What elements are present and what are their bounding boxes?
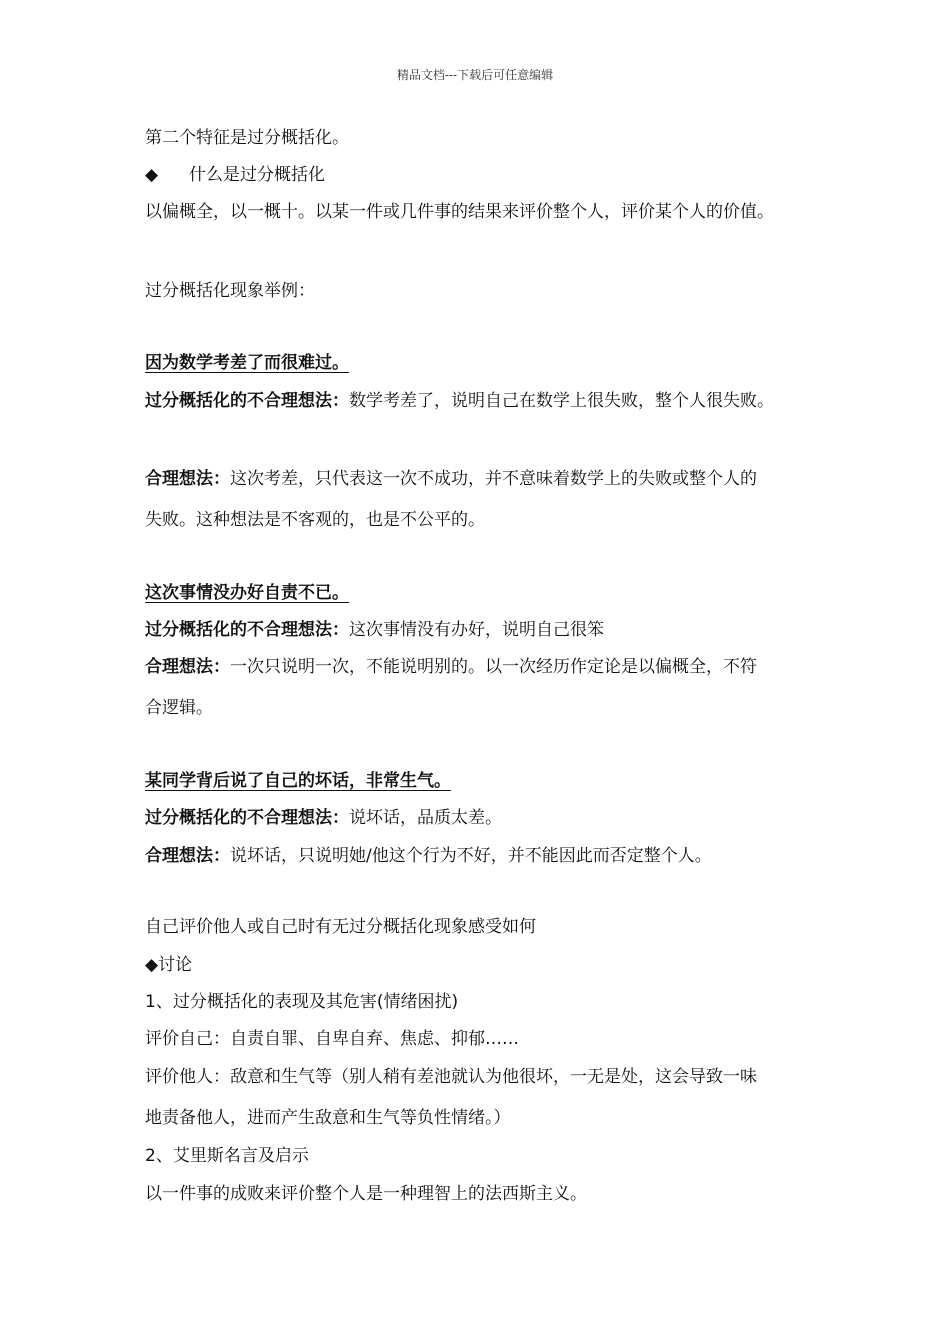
bullet-text: 什么是过分概括化 (189, 165, 325, 185)
example-good-thought (145, 656, 757, 678)
example-bad-thought (145, 807, 502, 829)
text-line: 评价自己：自责自罪、自卑自弃、焦虑、抑郁…… (145, 1029, 519, 1049)
bad-thought-text: 说坏话，品质太差。 (349, 808, 502, 828)
text-line: 地责备他人，进而产生敌意和生气等负性情绪。） (145, 1108, 511, 1128)
good-thought-text: 说坏话，只说明她/他这个行为不好，并不能因此而否定整个人。 (230, 846, 712, 866)
text-line: 第二个特征是过分概括化。 (145, 128, 349, 148)
good-thought-text: 一次只说明一次，不能说明别的。以一次经历作定论是以偏概全，不符 (230, 657, 757, 677)
bullet-line (145, 164, 325, 186)
text-line: 自己评价他人或自己时有无过分概括化现象感受如何 (145, 917, 536, 937)
text-line: 合逻辑。 (145, 698, 213, 718)
discussion-heading: ◆讨论 (145, 955, 193, 975)
example-title: 因为数学考差了而很难过。 (145, 353, 349, 373)
text-line: 1、过分概括化的表现及其危害(情绪困扰) (145, 992, 459, 1012)
example-bad-thought (145, 619, 604, 641)
text-line: 评价他人：敌意和生气等（别人稍有差池就认为他很坏，一无是处，这会导致一味 (145, 1067, 757, 1087)
example-bad-thought (145, 390, 774, 412)
text-line: 2、艾里斯名言及启示 (145, 1146, 309, 1166)
text-line: 失败。这种想法是不客观的，也是不公平的。 (145, 510, 485, 530)
good-thought-label: 合理想法： (145, 846, 230, 866)
example-title: 这次事情没办好自责不已。 (145, 583, 349, 603)
bad-thought-label: 过分概括化的不合理想法： (145, 620, 349, 640)
bad-thought-label: 过分概括化的不合理想法： (145, 391, 349, 411)
example-good-thought (145, 845, 712, 867)
example-title: 某同学背后说了自己的坏话，非常生气。 (145, 771, 451, 791)
bad-thought-text: 数学考差了，说明自己在数学上很失败，整个人很失败。 (349, 391, 774, 411)
page-header: 精品文档---下载后可任意编辑 (396, 68, 554, 82)
text-line: 以一件事的成败来评价整个人是一种理智上的法西斯主义。 (145, 1184, 587, 1204)
bad-thought-label: 过分概括化的不合理想法： (145, 808, 349, 828)
bad-thought-text: 这次事情没有办好，说明自己很笨 (349, 620, 604, 640)
text-line: 过分概括化现象举例： (145, 281, 315, 301)
example-good-thought (145, 468, 757, 490)
text-line: 以偏概全，以一概十。以某一件或几件事的结果来评价整个人，评价某个人的价值。 (145, 202, 774, 222)
good-thought-label: 合理想法： (145, 657, 230, 677)
diamond-bullet-icon: ◆ (145, 165, 159, 185)
good-thought-text: 这次考差，只代表这一次不成功，并不意味着数学上的失败或整个人的 (230, 469, 757, 489)
good-thought-label: 合理想法： (145, 469, 230, 489)
